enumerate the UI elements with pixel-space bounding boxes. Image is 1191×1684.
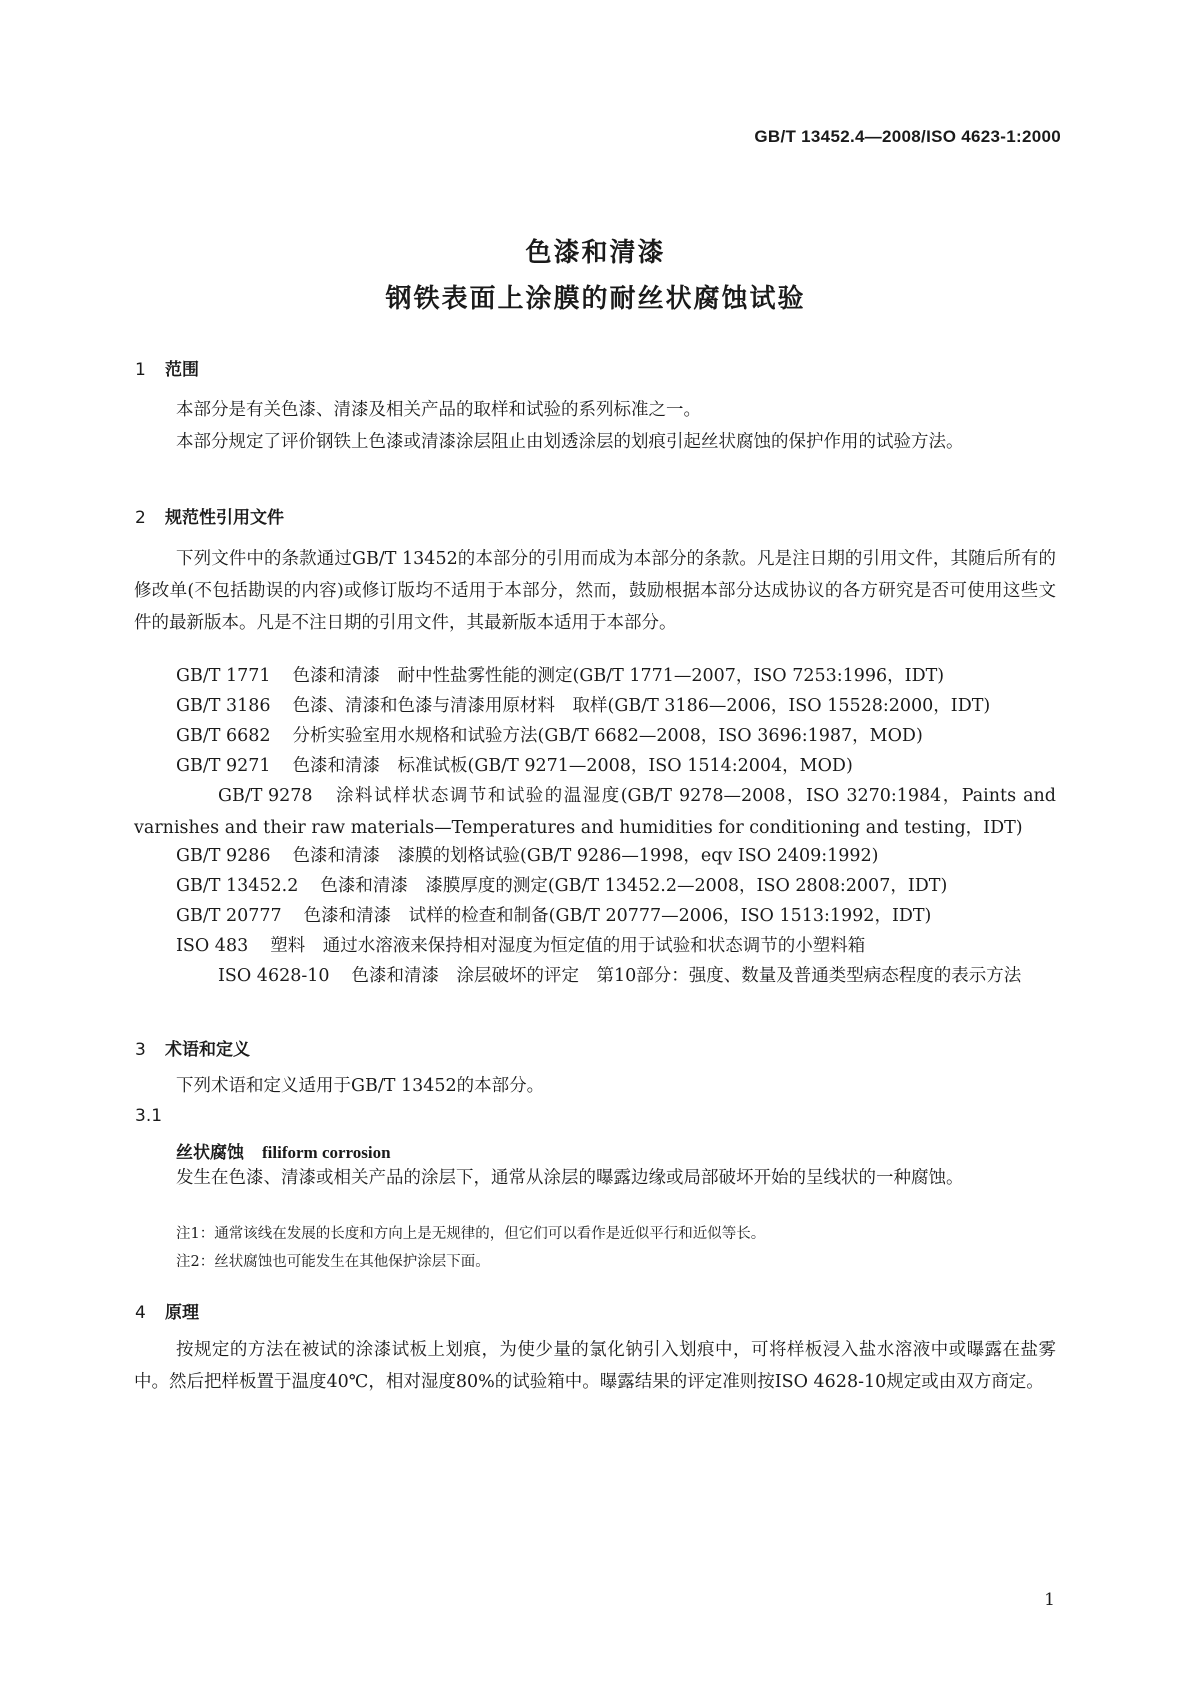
section-3-paragraph-1: 下列术语和定义适用于GB/T 13452的本部分。 xyxy=(176,1076,545,1096)
term-english: filiform corrosion xyxy=(262,1143,391,1162)
standard-code-header: GB/T 13452.4—2008/ISO 4623-1:2000 xyxy=(754,127,1061,146)
reference-item: ISO 483 塑料 通过水溶液来保持相对湿度为恒定值的用于试验和状态调节的小塑料箱 xyxy=(176,936,866,956)
section-1-number: 1 xyxy=(135,360,146,380)
section-3-title: 术语和定义 xyxy=(165,1040,250,1060)
section-4-title: 原理 xyxy=(165,1303,199,1323)
reference-item: GB/T 9271 色漆和清漆 标准试板(GB/T 9271—2008，ISO 1514:2004，MOD) xyxy=(176,756,853,776)
subsection-number: 3.1 xyxy=(135,1106,163,1126)
reference-item: ISO 4628-10 色漆和清漆 涂层破坏的评定 第10部分：强度、数量及普通类型病态程度的表示方法 xyxy=(218,966,1022,986)
section-4-heading xyxy=(135,1298,199,1323)
reference-item: GB/T 9278 涂料试样状态调节和试验的温湿度(GB/T 9278—2008，ISO 3270:1984，Paints and varnishes and their raw materials—Temperatures and humidities for conditioning and testing，IDT) xyxy=(134,786,1056,838)
reference-item: GB/T 13452.2 色漆和清漆 漆膜厚度的测定(GB/T 13452.2—2008，ISO 2808:2007，IDT) xyxy=(176,876,948,896)
section-2-heading xyxy=(135,503,284,528)
section-1-title: 范围 xyxy=(165,360,199,380)
section-4-number: 4 xyxy=(135,1303,146,1323)
term-entry xyxy=(176,1138,391,1163)
section-2-number: 2 xyxy=(135,508,146,528)
section-3-heading xyxy=(135,1035,250,1060)
section-3-number: 3 xyxy=(135,1040,146,1060)
reference-item: GB/T 9286 色漆和清漆 漆膜的划格试验(GB/T 9286—1998，eqv ISO 2409:1992) xyxy=(176,846,879,866)
title-line-1: 色漆和清漆 xyxy=(525,238,666,268)
section-1-heading xyxy=(135,355,199,380)
section-4-paragraph-1: 按规定的方法在被试的涂漆试板上划痕，为使少量的氯化钠引入划痕中，可将样板浸入盐水溶液中或曝露在盐雾中。然后把样板置于温度40℃，相对湿度80%的试验箱中。曝露结果的评定准则按ISO 4628-10规定或由双方商定。 xyxy=(134,1340,1056,1392)
reference-item: GB/T 6682 分析实验室用水规格和试验方法(GB/T 6682—2008，ISO 3696:1987，MOD) xyxy=(176,726,923,746)
reference-item: GB/T 20777 色漆和清漆 试样的检查和制备(GB/T 20777—2006，ISO 1513:1992，IDT) xyxy=(176,906,932,926)
section-2-paragraph-1: 下列文件中的条款通过GB/T 13452的本部分的引用而成为本部分的条款。凡是注日期的引用文件，其随后所有的修改单(不包括勘误的内容)或修订版均不适用于本部分，然而，鼓励根据本部分达成协议的各方研究是否可使用这些文件的最新版本。凡是不注日期的引用文件，其最新版本适用于本部分。 xyxy=(134,549,1056,633)
reference-item: GB/T 1771 色漆和清漆 耐中性盐雾性能的测定(GB/T 1771—2007，ISO 7253:1996，IDT) xyxy=(176,666,945,686)
note-1: 注1：通常该线在发展的长度和方向上是无规律的，但它们可以看作是近似平行和近似等长。 xyxy=(176,1226,766,1242)
section-1-paragraph-2: 本部分规定了评价钢铁上色漆或清漆涂层阻止由划透涂层的划痕引起丝状腐蚀的保护作用的试验方法。 xyxy=(176,432,964,452)
page-number: 1 xyxy=(1044,1590,1055,1610)
section-1-paragraph-1: 本部分是有关色漆、清漆及相关产品的取样和试验的系列标准之一。 xyxy=(176,400,701,420)
note-2: 注2：丝状腐蚀也可能发生在其他保护涂层下面。 xyxy=(176,1254,490,1270)
term-definition: 发生在色漆、清漆或相关产品的涂层下，通常从涂层的曝露边缘或局部破坏开始的呈线状的一种腐蚀。 xyxy=(176,1168,964,1188)
title-line-2: 钢铁表面上涂膜的耐丝状腐蚀试验 xyxy=(385,284,806,314)
section-2-title: 规范性引用文件 xyxy=(165,508,284,528)
term-chinese: 丝状腐蚀 xyxy=(176,1143,244,1163)
reference-item: GB/T 3186 色漆、清漆和色漆与清漆用原材料 取样(GB/T 3186—2006，ISO 15528:2000，IDT) xyxy=(176,696,991,716)
